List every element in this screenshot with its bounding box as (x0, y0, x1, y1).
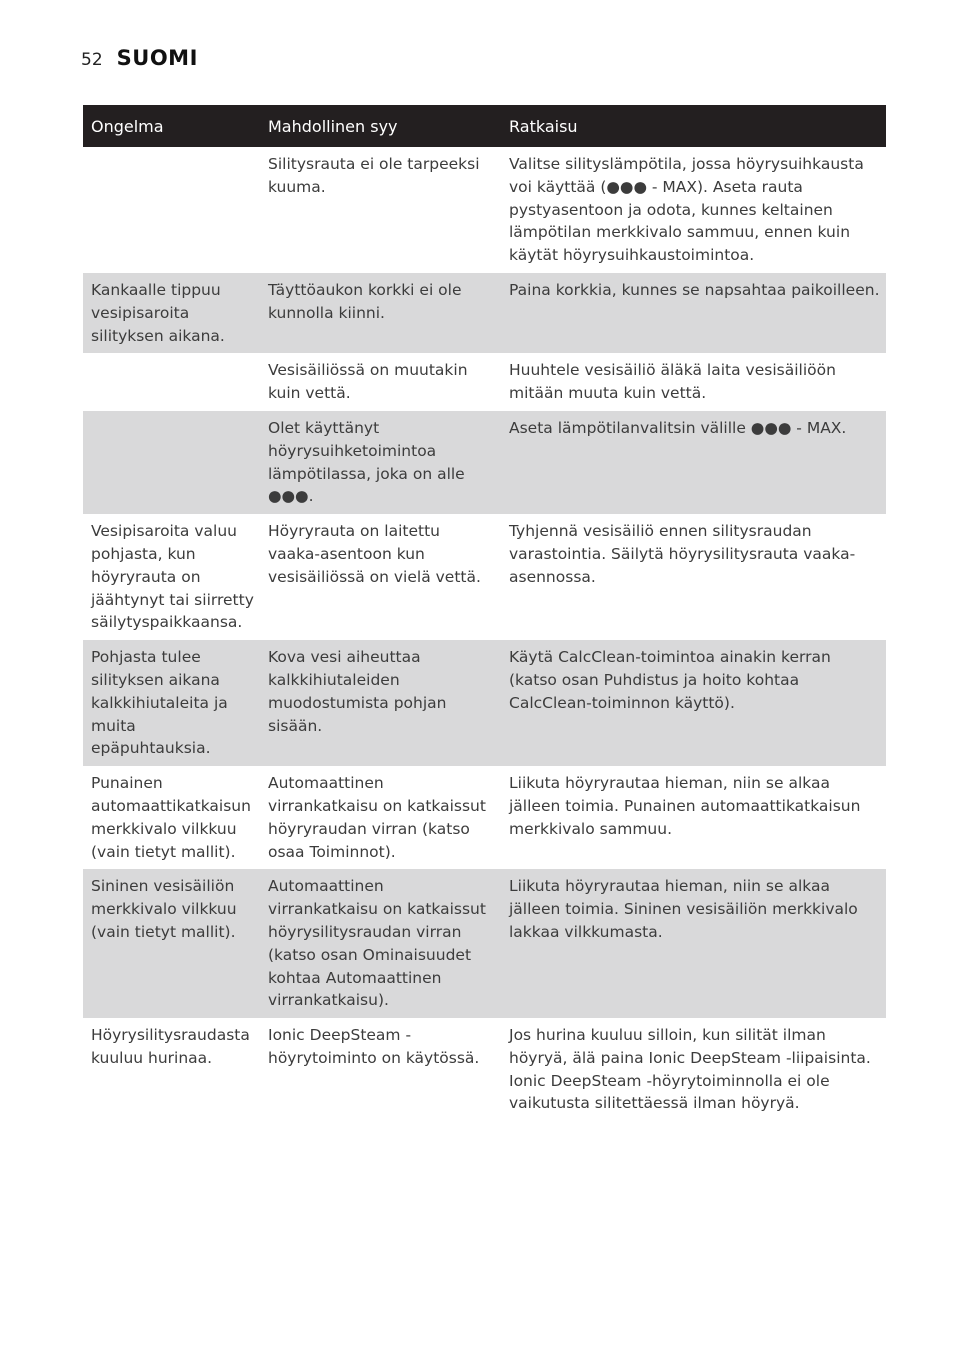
page-header (81, 46, 198, 76)
table-body (83, 147, 886, 1121)
cause-cell: Kova vesi aiheuttaa kalkkihiutaleiden muodostumista pohjan sisään. (260, 640, 501, 766)
problem-cell (83, 147, 260, 273)
table-header (83, 105, 886, 147)
solution-cell: Huuhtele vesisäiliö äläkä laita vesisäiliöön mitään muuta kuin vettä. (509, 361, 836, 403)
table-row (83, 273, 886, 353)
solution-cell: Liikuta höyryrautaa hieman, niin se alkaa jälleen toimia. Punainen automaattikatkaisun merkkivalo sammuu. (509, 774, 861, 838)
solution-cell: Tyhjennä vesisäiliö ennen silitysraudan varastointia. Säilytä höyrysilitysrauta vaaka-asennossa. (509, 522, 856, 586)
problem-cell: Pohjasta tulee silityksen aikana kalkkihiutaleita ja muita epäpuhtauksia. (83, 640, 260, 766)
cause-cell: Höyryrauta on laitettu vaaka-asentoon kun vesisäiliössä on vielä vettä. (268, 522, 481, 586)
solution-cell: Aseta lämpötilanvalitsin välille ●●● - MAX. (501, 411, 886, 514)
problem-cell (83, 411, 260, 514)
problem-cell: Punainen automaattikatkaisun merkkivalo vilkkuu (vain tietyt mallit). (91, 774, 251, 861)
table-row (83, 353, 886, 411)
solution-cell: Paina korkkia, kunnes se napsahtaa paikoilleen. (501, 273, 886, 353)
table-row (83, 411, 886, 514)
table-row (83, 147, 886, 273)
solution-cell: Valitse silityslämpötila, jossa höyrysuihkausta voi käyttää (●●● - MAX). Aseta rauta pystyasentoon ja odota, kunnes keltainen lämpötilan merkkivalo sammuu, ennen kuin käytät höyrysuihkaustoimintoa. (509, 155, 864, 265)
table-row (83, 514, 886, 640)
solution-cell: Käytä CalcClean-toimintoa ainakin kerran (katso osan Puhdistus ja hoito kohtaa CalcClean-toiminnon käyttö). (501, 640, 886, 766)
cause-cell: Ionic DeepSteam -höyrytoiminto on käytössä. (268, 1026, 480, 1067)
table-row (83, 766, 886, 869)
cause-cell: Silitysrauta ei ole tarpeeksi kuuma. (268, 155, 480, 196)
column-header-solution: Ratkaisu (501, 105, 886, 147)
solution-cell: Liikuta höyryrautaa hieman, niin se alkaa jälleen toimia. Sininen vesisäiliön merkkivalo lakkaa vilkkumasta. (501, 869, 886, 1018)
problem-cell: Kankaalle tippuu vesipisaroita silityksen aikana. (83, 273, 260, 353)
cause-cell: Vesisäiliössä on muutakin kuin vettä. (268, 361, 468, 403)
column-header-problem: Ongelma (83, 105, 260, 147)
section-title: SUOMI (116, 46, 198, 70)
cause-cell: Täyttöaukon korkki ei ole kunnolla kiinni. (260, 273, 501, 353)
cause-cell: Automaattinen virrankatkaisu on katkaissut höyryraudan virran (katso osaa Toiminnot). (268, 774, 486, 861)
cause-cell: Automaattinen virrankatkaisu on katkaissut höyrysilitysraudan virran (katso osan Ominaisuudet kohtaa Automaattinen virrankatkaisu). (260, 869, 501, 1018)
table-row (83, 1018, 886, 1121)
problem-cell: Vesipisaroita valuu pohjasta, kun höyryrauta on jäähtynyt tai siirretty säilytyspaikkaansa. (91, 522, 254, 632)
table-header-row (83, 105, 886, 147)
page-number: 52 (81, 50, 103, 70)
troubleshooting-table (83, 105, 886, 1121)
cause-cell: Olet käyttänyt höyrysuihketoimintoa lämpötilassa, joka on alle ●●●. (260, 411, 501, 514)
column-header-cause: Mahdollinen syy (260, 105, 501, 147)
solution-cell: Jos hurina kuuluu silloin, kun silität ilman höyryä, älä paina Ionic DeepSteam -liipaisinta. Ionic DeepSteam -höyrytoiminnolla ei ole vaikutusta silitettäessä ilman höyryä. (509, 1026, 871, 1113)
problem-cell: Sininen vesisäiliön merkkivalo vilkkuu (vain tietyt mallit). (83, 869, 260, 1018)
table-row (83, 640, 886, 766)
problem-cell (83, 353, 260, 411)
table-row (83, 869, 886, 1018)
problem-cell: Höyrysilitysraudasta kuuluu hurinaa. (91, 1026, 250, 1067)
